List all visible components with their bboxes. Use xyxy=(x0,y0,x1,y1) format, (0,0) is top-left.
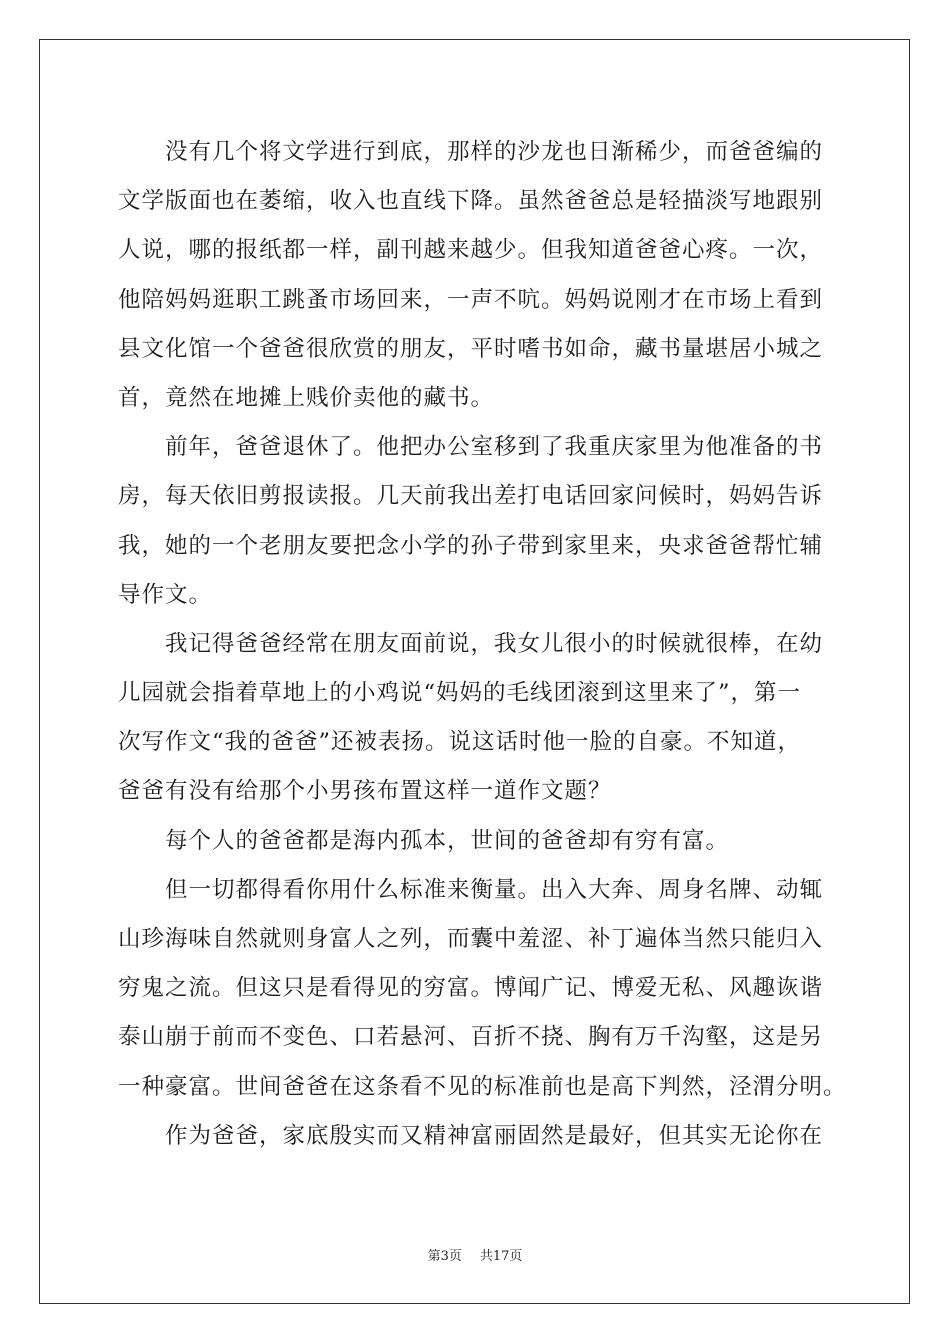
text-line: 没有几个将文学进行到底，那样的沙龙也日渐稀少，而爸爸编的 xyxy=(165,139,824,165)
text-line: 次写作文“我的爸爸”还被表扬。说这话时他一脸的自豪。不知道， xyxy=(118,729,802,756)
text-line: 儿园就会指着草地上的小鸡说“妈妈的毛线团滚到这里来了”，第一 xyxy=(118,680,802,707)
text-line: 作为爸爸，家底殷实而又精神富丽固然是最好，但其实无论你在 xyxy=(165,1122,824,1149)
page-number: 第3页 xyxy=(427,1249,462,1264)
document-body xyxy=(118,128,847,1161)
text-line: 穷鬼之流。但这只是看得见的穷富。博闻广记、博爱无私、风趣诙谐 xyxy=(118,975,824,1002)
text-line: 山珍海味自然就则身富人之列，而囊中羞涩、补丁遍体当然只能归入 xyxy=(118,926,824,952)
text-line: 泰山崩于前而不变色、口若悬河、百折不挠、胸有万千沟壑，这是另 xyxy=(118,1024,824,1051)
text-line: 我记得爸爸经常在朋友面前说，我女儿很小的时候就很棒，在幼 xyxy=(165,630,824,657)
text-line: 每个人的爸爸都是海内孤本，世间的爸爸却有穷有富。 xyxy=(165,827,730,854)
text-line: 文学版面也在萎缩，收入也直线下降。虽然爸爸总是轻描淡写地跟别 xyxy=(118,188,824,215)
text-line: 导作文。 xyxy=(118,581,213,608)
text-line: 房，每天依旧剪报读报。几天前我出差打电话回家问候时，妈妈告诉 xyxy=(118,483,824,510)
paragraph xyxy=(118,1112,838,1161)
text-line: 前年，爸爸退休了。他把办公室移到了我重庆家里为他准备的书 xyxy=(165,434,824,461)
text-line: 县文化馆一个爸爸很欣赏的朋友，平时嗜书如命，藏书量堪居小城之 xyxy=(118,335,824,362)
paragraph xyxy=(118,128,838,423)
text-line: 他陪妈妈逛职工跳蚤市场回来，一声不吭。妈妈说刚才在市场上看到 xyxy=(118,286,824,313)
text-line: 我，她的一个老朋友要把念小学的孙子带到家里来，央求爸爸帮忙辅 xyxy=(118,532,824,559)
text-line: 首，竟然在地摊上贱价卖他的藏书。 xyxy=(118,384,495,411)
text-line: 但一切都得看你用什么标准来衡量。出入大奔、周身名牌、动辄 xyxy=(165,876,824,903)
page-footer xyxy=(0,1245,950,1264)
text-line: 爸爸有没有给那个小男孩布置这样一道作文题？ xyxy=(118,778,612,805)
paragraph xyxy=(118,866,847,1112)
page-total: 共17页 xyxy=(479,1249,523,1264)
paragraph xyxy=(118,620,838,817)
text-line: 人说，哪的报纸都一样，副刊越来越少。但我知道爸爸心疼。一次， xyxy=(118,237,824,264)
text-line: 一种豪富。世间爸爸在这条看不见的标准前也是高下判然，泾渭分明。 xyxy=(118,1073,847,1100)
paragraph xyxy=(118,423,838,620)
paragraph xyxy=(118,817,838,866)
